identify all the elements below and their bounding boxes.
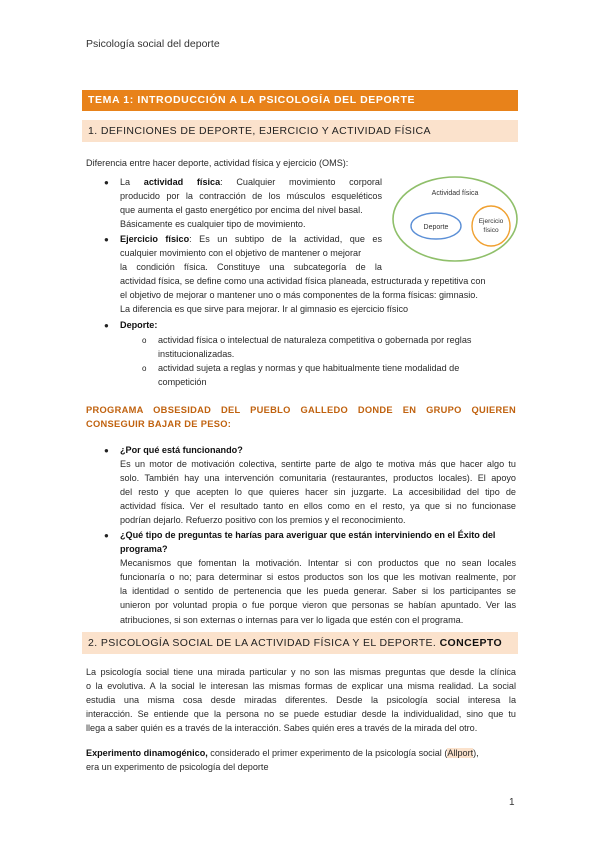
diagram-outer-label: Actividad física <box>431 190 479 197</box>
question-1: ¿Por qué está funcionando? Es un motor de motivación colectiva, sentirte parte de algo te motiva más que hacer algo tu solo. También hay una intervención comunitaria (restaurantes, productos locales). El apoyo del resto y que acepten lo que quieres hacer sin juzgarte. La accesibilidad del tipo de actividad física. Ver el resultado tanto en ellos como en el resto, ya que si no funcionase podrían dejarlo. Refuerzo positivo con los premios y el reconocimiento. <box>120 445 516 526</box>
bullet-ejercicio-continuation: actividad física, se define como una actividad física planeada, estructurada y repetitiva con el objetivo de mejorar o mantener uno o más componentes de la forma físicas: gimnasio. La diferencia es que sirve para mejorar. Ir al gimnasio es ejercicio físico <box>120 276 486 315</box>
term-actividad-fisica: actividad física <box>143 177 221 187</box>
bullet-dot: ● <box>104 321 109 330</box>
term-ejercicio-fisico: Ejercicio físico <box>120 234 190 244</box>
diagram-left-label: Deporte <box>423 224 449 231</box>
running-header: Psicología social del deporte <box>86 38 220 50</box>
bullet-dot: ● <box>104 446 109 455</box>
programa-heading: PROGRAMA OBSESIDAD DEL PUEBLO GALLEDO DONDE EN GRUPO QUIEREN CONSEGUIR BAJAR DE PESO: <box>86 405 516 429</box>
bullet-ejercicio-fisico: Ejercicio físico: Es un subtipo de la actividad, que es cualquier movimiento con el objetivo de mantener o mejorar la condición física. Constituye una subcategoría de la <box>120 234 382 273</box>
bullet-dot: ● <box>104 531 109 540</box>
ejercicio-ellipse <box>472 206 510 246</box>
bullet-dot: ● <box>104 178 109 187</box>
bullet-deporte: Deporte: <box>120 320 158 330</box>
diagram-right-label-2: físico <box>483 227 499 234</box>
diagram-right-label-1: Ejercicio <box>478 218 504 225</box>
sub-bullet-circle: o <box>142 364 147 373</box>
bullet-dot: ● <box>104 235 109 244</box>
question-2: ¿Qué tipo de preguntas te harías para averiguar que están interviniendo en el Éxito del programa? Mecanismos que fomentan la motivación. Intentar si con productos que no sean locales funcionaría o no; para determinar si estos productos son los que les motivan realmente, por la identidad o sentido de pertenencia que les pueda generar. Saber si los participantes se unieron por voluntad propia o fue porque vieron que personas se habían apuntado. Ver las atribuciones, si son externas o internas para ver lo ligada que estén con el programa. <box>120 530 516 625</box>
tema-heading: TEMA 1: INTRODUCCIÓN A LA PSICOLOGÍA DEL DEPORTE <box>82 90 518 111</box>
section1-heading: 1. DEFINCIONES DE DEPORTE, EJERCICIO Y ACTIVIDAD FÍSICA <box>82 120 518 142</box>
page-number: 1 <box>509 797 515 808</box>
highlight-allport: Allport <box>447 748 474 758</box>
sub-bullet-circle: o <box>142 336 147 345</box>
activity-venn-diagram <box>390 174 520 264</box>
section2-paragraph: La psicología social tiene una mirada particular y no son las mismas preguntas que desde la clínica o la evolutiva. A la social le interesan las mismas formas de explicar una misma realidad. La social estudia una misma cosa desde miradas diferentes. Desde la psicología social interesa la interacción. Se entiende que la persona no se puede estudiar desde la individualidad, sino que tu llega a saber quién es a través de la interacción. Sabes quién eres a través de la mirada del otro. <box>86 667 516 734</box>
section1-intro: Diferencia entre hacer deporte, actividad física y ejercicio (OMS): <box>86 158 349 168</box>
deporte-sub2: actividad sujeta a reglas y normas y que habitualmente tiene modalidad de competición <box>158 363 460 388</box>
section2-heading: 2. PSICOLOGÍA SOCIAL DE LA ACTIVIDAD FÍSICA Y EL DEPORTE. CONCEPTO <box>82 632 518 654</box>
experimento-paragraph: Experimento dinamogénico, considerado el primer experimento de la psicología social (Allport), era un experimento de psicología del deporte <box>86 748 479 773</box>
deporte-sub1: actividad física o intelectual de naturaleza competitiva o gobernada por reglas institucionalizadas. <box>158 335 472 360</box>
bullet-actividad-fisica: La actividad física: Cualquier movimiento corporal producido por la contracción de los músculos esqueléticos que aumenta el gasto energético por encima del nivel basal. Básicamente es cualquier tipo de movimiento. <box>120 177 382 230</box>
